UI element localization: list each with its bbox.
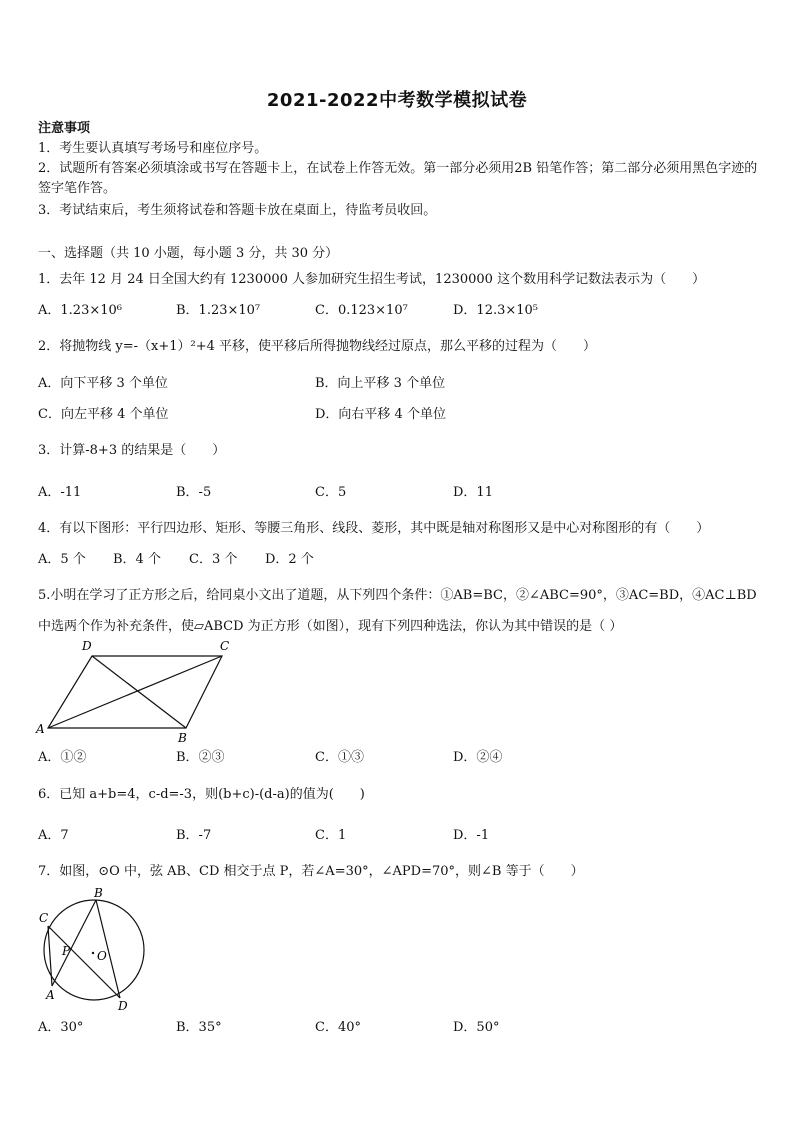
notice-item-1: 1．考生要认真填写考场号和座位序号。 — [38, 141, 268, 156]
notice-item-2: 2．试题所有答案必须填涂或书写在答题卡上，在试卷上作答无效。第一部分必须用2B 铅笔作答；第二部分必须用黑色字迹的签字笔作答。 — [38, 161, 758, 196]
q6-option-c[interactable]: C．1 — [315, 828, 347, 843]
page-title: 2021-2022中考数学模拟试卷 — [266, 90, 528, 111]
circle-o — [44, 900, 144, 1000]
q5-option-a[interactable]: A．①② — [38, 750, 87, 765]
q1-option-c[interactable]: C．0.123×10⁷ — [315, 303, 408, 318]
q3-option-b[interactable]: B．-5 — [176, 485, 212, 500]
label-d: D — [118, 999, 128, 1013]
question-4-stem: 4．有以下图形：平行四边形、矩形、等腰三角形、线段、菱形，其中既是轴对称图形又是中心对称图形的有（ ） — [38, 521, 710, 536]
notice-heading: 注意事项 — [38, 121, 91, 136]
label-d: D — [82, 639, 92, 653]
section-heading: 一、选择题（共 10 小题，每小题 3 分，共 30 分） — [38, 246, 339, 261]
label-b: B — [178, 731, 187, 745]
q7-option-d[interactable]: D．50° — [453, 1020, 500, 1035]
q2-option-c[interactable]: C．向左平移 4 个单位 — [38, 407, 169, 422]
label-a: A — [46, 988, 55, 1002]
q4-option-a[interactable]: A．5 个 — [38, 552, 86, 567]
label-a: A — [36, 722, 45, 736]
q6-option-d[interactable]: D．-1 — [453, 828, 490, 843]
q5-option-d[interactable]: D．②④ — [453, 750, 503, 765]
q5-option-b[interactable]: B．②③ — [176, 750, 225, 765]
label-c: C — [39, 911, 49, 925]
q3-option-d[interactable]: D．11 — [453, 485, 493, 500]
q3-option-c[interactable]: C．5 — [315, 485, 347, 500]
question-7-stem: 7．如图，⊙O 中，弦 AB、CD 相交于点 P，若∠A=30°，∠APD=70°，则∠B 等于（ ） — [38, 864, 584, 879]
q4-option-b[interactable]: B．4 个 — [113, 552, 161, 567]
notice-item-3: 3．考试结束后，考生须将试卷和答题卡放在桌面上，待监考员收回。 — [38, 203, 437, 218]
q6-option-a[interactable]: A．7 — [38, 828, 69, 843]
chord-cd — [48, 926, 120, 998]
q1-option-d[interactable]: D．12.3×10⁵ — [453, 303, 539, 318]
q2-option-b[interactable]: B．向上平移 3 个单位 — [315, 376, 446, 391]
q6-option-b[interactable]: B．-7 — [176, 828, 212, 843]
center-dot — [92, 952, 94, 954]
segment-ca — [48, 926, 52, 986]
q3-option-a[interactable]: A．-11 — [38, 485, 82, 500]
circle-figure — [34, 884, 154, 1014]
q4-option-d[interactable]: D．2 个 — [265, 552, 314, 567]
question-6-stem: 6．已知 a+b=4，c-d=-3，则(b+c)-(d-a)的值为( ) — [38, 787, 365, 802]
q1-option-a[interactable]: A．1.23×10⁶ — [38, 303, 122, 318]
question-5-stem: 5.小明在学习了正方形之后，给同桌小文出了道题，从下列四个条件：①AB=BC，②∠ABC=90°，③AC=BD，④AC⊥BD 中选两个作为补充条件，使▱ABCD 为正方形（如图），现有下列四种选法，你认为其中错误的是（ ） — [38, 588, 757, 634]
q5-option-c[interactable]: C．①③ — [315, 750, 364, 765]
diagonal-ac — [48, 656, 222, 728]
q7-option-a[interactable]: A．30° — [38, 1020, 84, 1035]
question-1-stem: 1．去年 12 月 24 日全国大约有 1230000 人参加研究生招生考试，1230000 这个数用科学记数法表示为（ ） — [38, 272, 706, 287]
q2-option-a[interactable]: A．向下平移 3 个单位 — [38, 376, 168, 391]
label-c: C — [220, 639, 230, 653]
q4-option-c[interactable]: C．3 个 — [189, 552, 238, 567]
q7-option-c[interactable]: C．40° — [315, 1020, 361, 1035]
question-2-stem: 2．将抛物线 y=-（x+1）²+4 平移，使平移后所得抛物线经过原点，那么平移的过程为（ ） — [38, 339, 597, 354]
label-p: P — [62, 944, 71, 958]
chord-ab — [52, 900, 96, 986]
parallelogram-figure — [34, 636, 244, 746]
label-b: B — [94, 886, 103, 900]
q2-option-d[interactable]: D．向右平移 4 个单位 — [315, 407, 446, 422]
question-3-stem: 3．计算-8+3 的结果是（ ） — [38, 443, 226, 458]
label-o: O — [97, 949, 107, 963]
diagonal-db — [92, 656, 186, 728]
q1-option-b[interactable]: B．1.23×10⁷ — [176, 303, 261, 318]
q7-option-b[interactable]: B．35° — [176, 1020, 222, 1035]
